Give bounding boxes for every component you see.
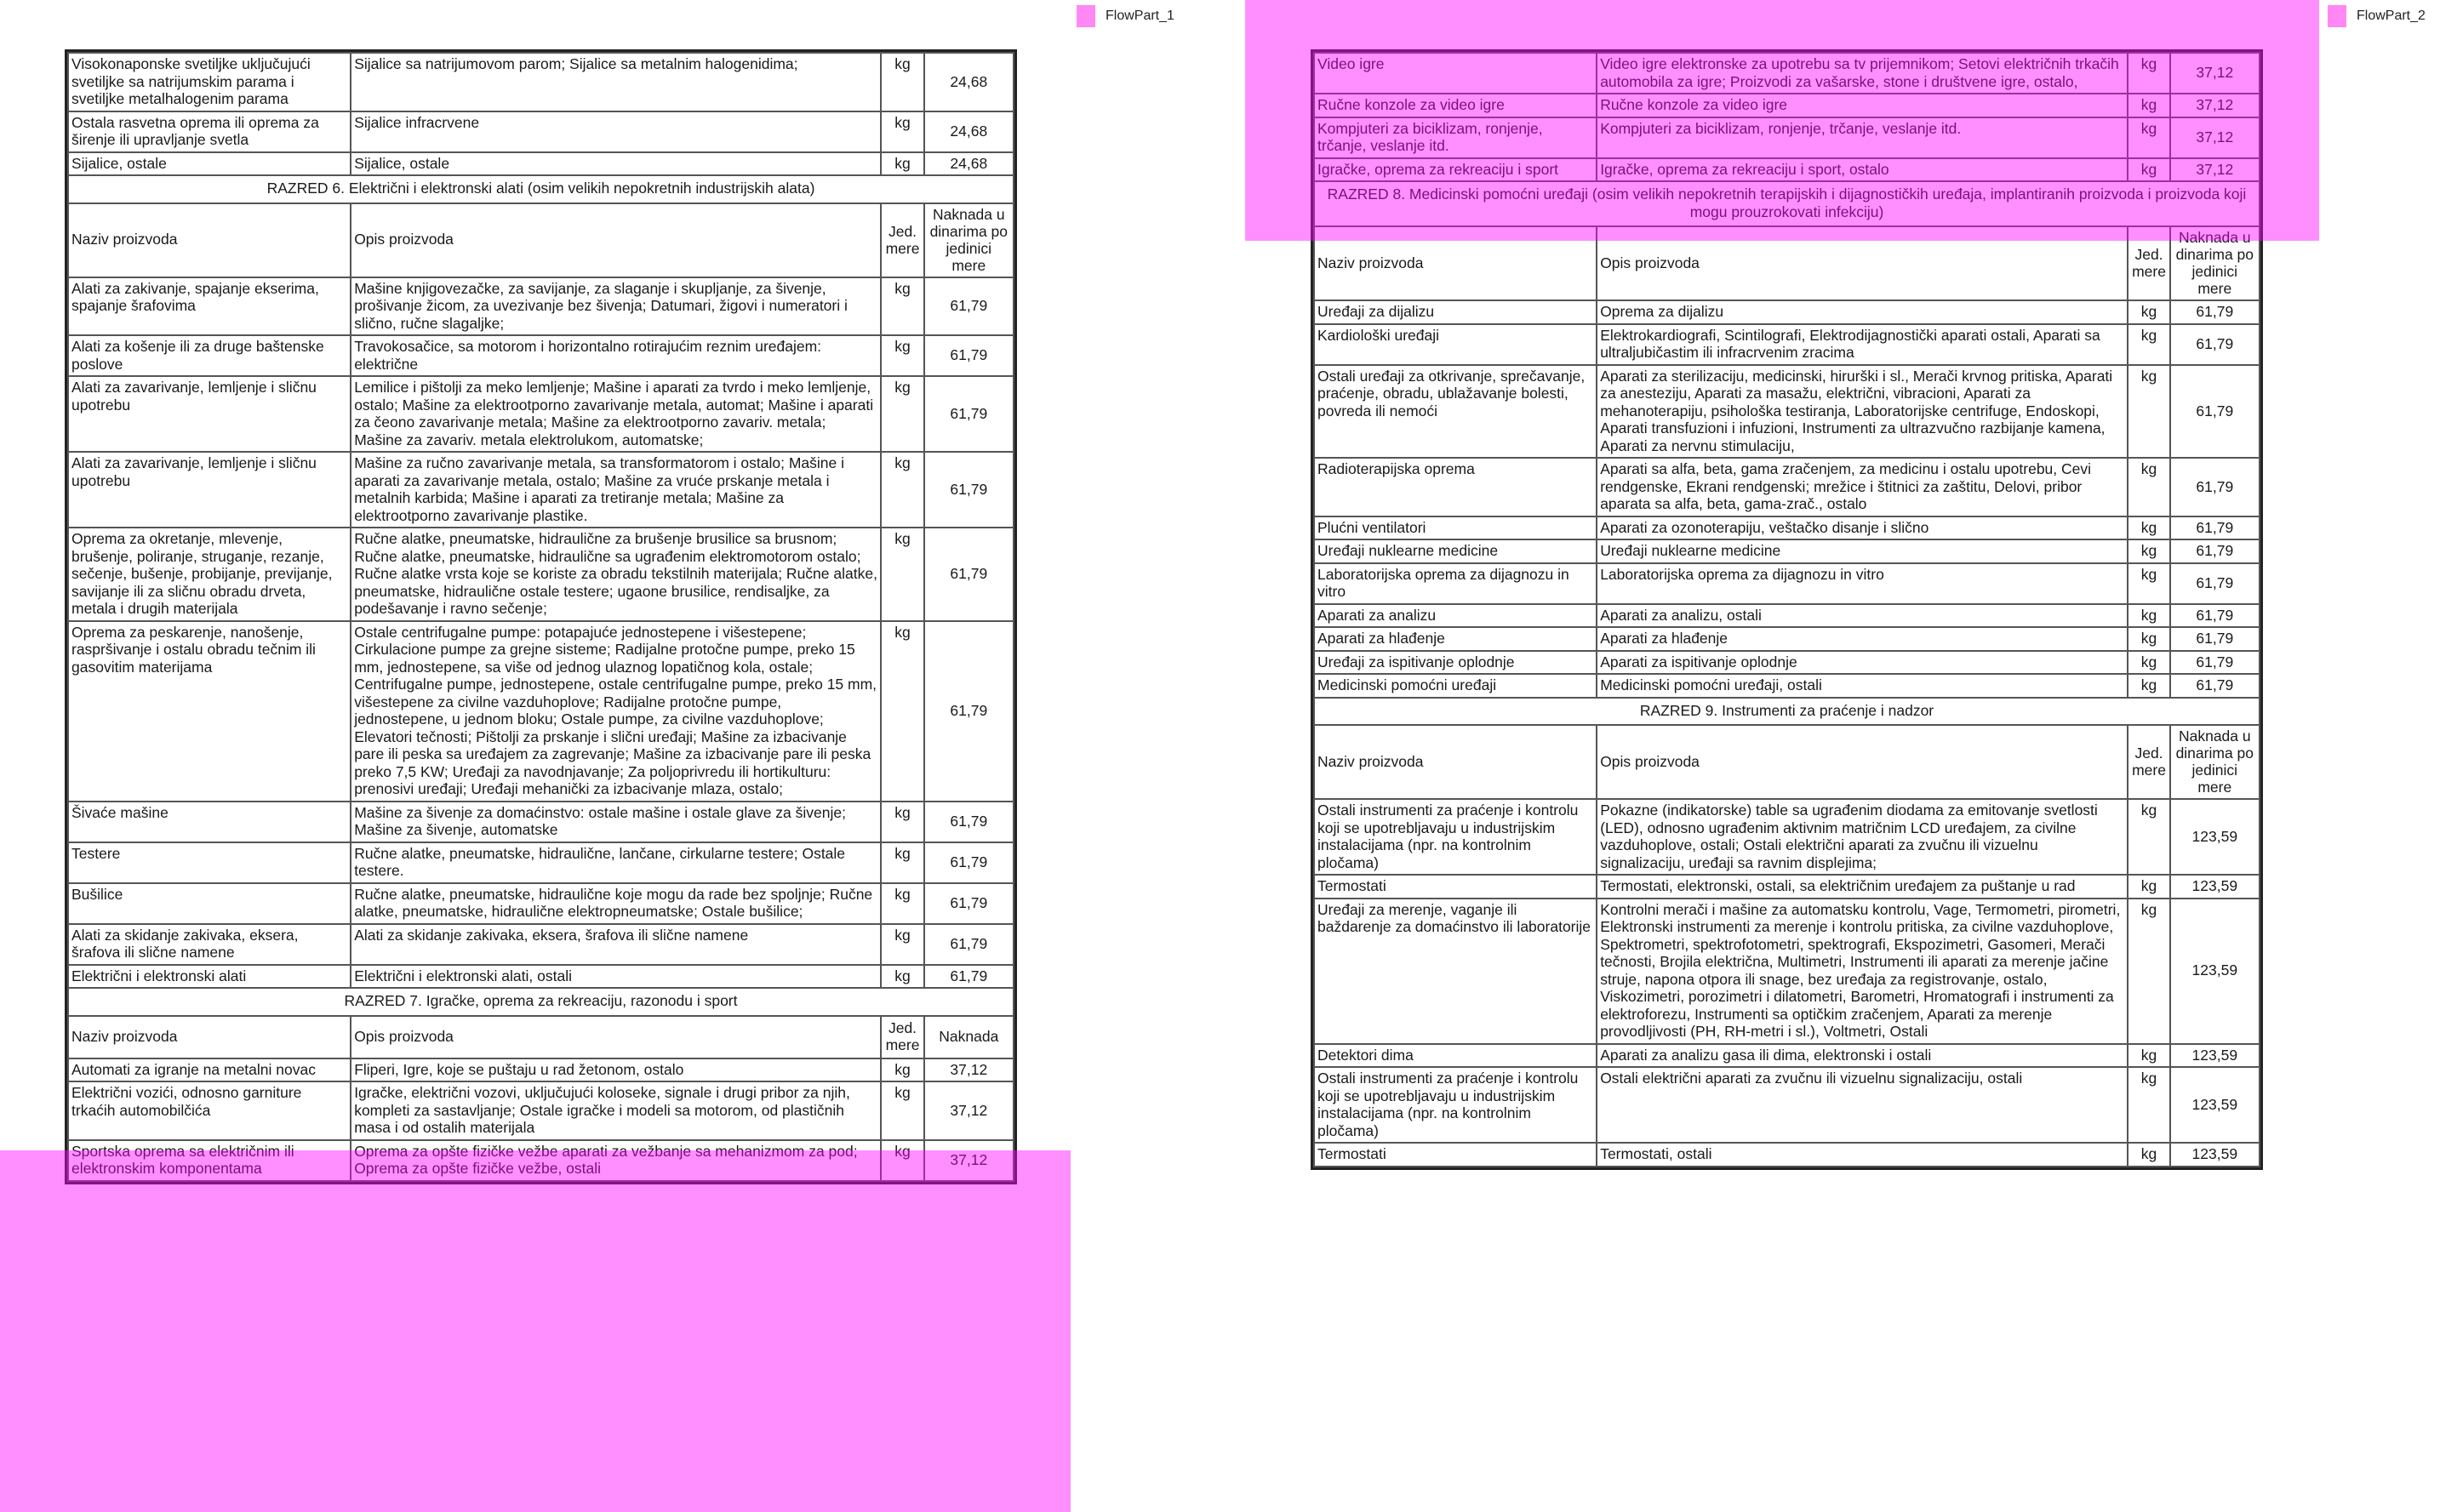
unit-cell: kg — [2128, 604, 2169, 628]
table-row — [68, 152, 1014, 176]
unit-cell: kg — [2128, 563, 2169, 604]
product-description-cell: Aparati za ispitivanje oplodnje — [1597, 651, 2128, 675]
table-row — [1314, 117, 2260, 158]
table-row — [1314, 627, 2260, 651]
unit-cell: kg — [881, 842, 923, 883]
product-description-cell: Kompjuteri za biciklizam, ronjenje, trčanje, veslanje itd. — [1597, 117, 2128, 158]
table-row — [68, 528, 1014, 621]
legend-label: FlowPart_1 — [1106, 9, 1174, 23]
fee-value-cell: 123,59 — [2170, 875, 2260, 899]
header-product-description: Opis proizvoda — [1597, 725, 2128, 799]
legend-label: FlowPart_2 — [2357, 9, 2426, 23]
unit-cell: kg — [2128, 324, 2169, 365]
product-description-cell: Aparati za analizu, ostali — [1597, 604, 2128, 628]
table-row — [1314, 158, 2260, 182]
product-name-cell: Automati za igranje na metalni novac — [68, 1058, 351, 1082]
product-name-cell: Sportska oprema sa električnim ili elektronskim komponentama — [68, 1140, 351, 1181]
table-row — [1314, 604, 2260, 628]
fee-value-cell: 61,79 — [2170, 604, 2260, 628]
unit-cell: kg — [881, 1140, 923, 1181]
fee-value-cell: 61,79 — [2170, 324, 2260, 365]
table-row — [1314, 563, 2260, 604]
table-row — [68, 376, 1014, 452]
header-product-name: Naziv proizvoda — [1314, 725, 1597, 799]
unit-cell: kg — [881, 277, 923, 336]
unit-cell: kg — [2128, 158, 2169, 182]
product-name-cell: Električni i elektronski alati — [68, 965, 351, 989]
table-row — [1314, 539, 2260, 563]
product-description-cell: Ručne alatke, pneumatske, hidraulične, lančane, cirkularne testere; Ostale testere. — [351, 842, 881, 883]
table-row — [68, 883, 1014, 924]
fee-value-cell: 37,12 — [2170, 158, 2260, 182]
table-row — [68, 277, 1014, 336]
product-name-cell: Termostati — [1314, 1143, 1597, 1167]
product-name-cell: Alati za skidanje zakivaka, eksera, šrafova ili slične namene — [68, 924, 351, 965]
unit-cell: kg — [881, 111, 923, 152]
product-name-cell: Medicinski pomoćni uređaji — [1314, 674, 1597, 698]
table-row — [1314, 1143, 2260, 1167]
table-row — [68, 965, 1014, 989]
product-name-cell: Uređaji za ispitivanje oplodnje — [1314, 651, 1597, 675]
product-description-cell: Ručne konzole za video igre — [1597, 94, 2128, 117]
product-description-cell: Mašine za ručno zavarivanje metala, sa transformatorom i ostalo; Mašine i aparati za zavarivanje metala, ostalo; Mašine za vruće prskanje metala i metalnih karbida; Mašine i aparati za tretiranje metala; Mašine za elektrootporno zavarivanje plastike. — [351, 452, 881, 528]
unit-cell: kg — [2128, 799, 2169, 875]
fee-value-cell: 123,59 — [2170, 799, 2260, 875]
product-description-cell: Igračke, oprema za rekreaciju i sport, ostalo — [1597, 158, 2128, 182]
header-fee: Naknada u dinarima po jedinici mere — [2170, 725, 2260, 799]
table-row — [1314, 53, 2260, 94]
table-row — [68, 802, 1014, 842]
product-name-cell: Alati za košenje ili za druge baštenske poslove — [68, 335, 351, 376]
fee-value-cell: 24,68 — [924, 53, 1014, 111]
fee-value-cell: 61,79 — [2170, 627, 2260, 651]
table-row — [68, 1081, 1014, 1140]
unit-cell: kg — [2128, 1143, 2169, 1167]
product-name-cell: Aparati za analizu — [1314, 604, 1597, 628]
fee-table-body — [68, 53, 1014, 1181]
table-row — [1314, 516, 2260, 540]
product-description-cell: Mašine knjigovezačke, za savijanje, za slaganje i skupljanje, za šivenje, prošivanje žicom, za uvezivanje bez šivenja; Datumari, žigovi i numeratori i slično, ručne slagaljke; — [351, 277, 881, 336]
fee-value-cell: 61,79 — [924, 621, 1014, 802]
product-description-cell: Uređaji nuklearne medicine — [1597, 539, 2128, 563]
fee-value-cell: 61,79 — [2170, 365, 2260, 459]
product-name-cell: Alati za zavarivanje, lemljenje i sličnu upotrebu — [68, 452, 351, 528]
header-unit: Jed. mere — [2128, 725, 2169, 799]
product-description-cell: Video igre elektronske za upotrebu sa tv prijemnikom; Setovi električnih trkačih automobila za igre; Proizvodi za vašarske, stone i društvene igre, ostalo, — [1597, 53, 2128, 94]
unit-cell: kg — [2128, 627, 2169, 651]
product-name-cell: Aparati za hlađenje — [1314, 627, 1597, 651]
table-row — [1314, 458, 2260, 516]
fee-value-cell: 37,12 — [924, 1058, 1014, 1082]
legend-swatch — [1077, 5, 1095, 27]
unit-cell: kg — [881, 621, 923, 802]
product-description-cell: Sijalice, ostale — [351, 152, 881, 176]
section-title-row — [1314, 698, 2260, 726]
unit-cell: kg — [881, 883, 923, 924]
unit-cell: kg — [2128, 516, 2169, 540]
fee-value-cell: 61,79 — [2170, 539, 2260, 563]
product-name-cell: Električni vozići, odnosno garniture trkaćih automobilčića — [68, 1081, 351, 1140]
flowpart-1-highlight — [0, 1150, 1071, 1512]
section-title: RAZRED 9. Instrumenti za praćenje i nadzor — [1314, 698, 2260, 726]
product-name-cell: Radioterapijska oprema — [1314, 458, 1597, 516]
header-unit: Jed. mere — [881, 1016, 923, 1058]
product-name-cell: Plućni ventilatori — [1314, 516, 1597, 540]
legend-flowpart-1 — [1077, 5, 1174, 27]
table-row — [1314, 899, 2260, 1044]
header-product-description: Opis proizvoda — [351, 1016, 881, 1058]
product-name-cell: Oprema za okretanje, mlevenje, brušenje, poliranje, struganje, rezanje, sečenje, bušenje, probijanje, previjanje, savijanje ili za sličnu obradu drveta, metala i drugih materijala — [68, 528, 351, 621]
section-title: RAZRED 7. Igračke, oprema za rekreaciju, razonodu i sport — [68, 988, 1014, 1016]
unit-cell: kg — [2128, 875, 2169, 899]
product-description-cell: Pokazne (indikatorske) table sa ugrađenim diodama za emitovanje svetlosti (LED), odnosno ugrađenim aktivnim matričnim LCD uređajem, za civilne vazduhoplove, ostali; Ostali električni aparati za zvučnu ili vizuelnu signalizaciju, uređaji sa ravnim displejima; — [1597, 799, 2128, 875]
fee-value-cell: 61,79 — [924, 376, 1014, 452]
fee-value-cell: 61,79 — [2170, 458, 2260, 516]
unit-cell: kg — [2128, 539, 2169, 563]
fee-table-left — [67, 52, 1014, 1182]
header-product-name: Naziv proizvoda — [68, 203, 351, 277]
unit-cell: kg — [2128, 674, 2169, 698]
fee-value-cell: 24,68 — [924, 152, 1014, 176]
table-row — [1314, 875, 2260, 899]
header-fee: Naknada — [924, 1016, 1014, 1058]
unit-cell: kg — [881, 152, 923, 176]
fee-value-cell: 123,59 — [2170, 899, 2260, 1044]
fee-table-right — [1313, 52, 2260, 1167]
header-unit: Jed. mere — [881, 203, 923, 277]
fee-value-cell: 123,59 — [2170, 1067, 2260, 1143]
product-name-cell: Termostati — [1314, 875, 1597, 899]
fee-value-cell: 37,12 — [2170, 117, 2260, 158]
table-row — [1314, 674, 2260, 698]
fee-table-body — [1314, 53, 2260, 1167]
product-description-cell: Aparati za hlađenje — [1597, 627, 2128, 651]
table-row — [68, 621, 1014, 802]
product-description-cell: Aparati za sterilizaciju, medicinski, hirurški i sl., Merači krvnog pritiska, Aparati za anesteziju, Aparati za masažu, električni, vibracioni, Aparati za mehanoterapiju, psihološka testiranja, Laboratorijske centrifuge, Endoskopi, Aparati transfuzioni i infuzioni, Instrumenti za ultrazvučno razbijanje kamena, Aparati za nervnu stimulaciju, — [1597, 365, 2128, 459]
product-name-cell: Oprema za peskarenje, nanošenje, raspršivanje i ostalu obradu tečnim ili gasovitim materijama — [68, 621, 351, 802]
table-row — [1314, 365, 2260, 459]
unit-cell: kg — [881, 53, 923, 111]
product-description-cell: Ostali električni aparati za zvučnu ili vizuelnu signalizaciju, ostali — [1597, 1067, 2128, 1143]
document-column-left — [65, 49, 1017, 1184]
product-description-cell: Medicinski pomoćni uređaji, ostali — [1597, 674, 2128, 698]
fee-value-cell: 37,12 — [2170, 94, 2260, 117]
table-row — [1314, 324, 2260, 365]
product-description-cell: Aparati sa alfa, beta, gama zračenjem, za medicinu i ostalu upotrebu, Cevi rendgenske, Ekrani rendgenski; mrežice i štitnici za zaštitu, Delovi, pribor aparata sa alfa, beta, gama-zrač., ostalo — [1597, 458, 2128, 516]
section-title-row — [1314, 181, 2260, 226]
product-description-cell: Mašine za šivenje za domaćinstvo: ostale mašine i ostale glave za šivenje; Mašine za šivenje, automatske — [351, 802, 881, 842]
table-header-row — [1314, 725, 2260, 799]
table-header-row — [1314, 226, 2260, 300]
fee-value-cell: 61,79 — [2170, 651, 2260, 675]
product-description-cell: Igračke, električni vozovi, uključujući koloseke, signale i drugi pribor za njih, kompleti za sastavljanje; Ostale igračke i modeli sa motorom, od plastičnih masa i od ostalih materijala — [351, 1081, 881, 1140]
unit-cell: kg — [2128, 94, 2169, 117]
product-description-cell: Termostati, elektronski, ostali, sa električnim uređajem za puštanje u rad — [1597, 875, 2128, 899]
fee-value-cell: 61,79 — [924, 965, 1014, 989]
product-name-cell: Uređaji za merenje, vaganje ili baždarenje za domaćinstvo ili laboratorije — [1314, 899, 1597, 1044]
unit-cell: kg — [881, 1058, 923, 1082]
fee-value-cell: 61,79 — [924, 277, 1014, 336]
unit-cell: kg — [881, 376, 923, 452]
unit-cell: kg — [2128, 1067, 2169, 1143]
table-row — [1314, 799, 2260, 875]
fee-value-cell: 61,79 — [924, 528, 1014, 621]
product-description-cell: Sijalice infracrvene — [351, 111, 881, 152]
unit-cell: kg — [881, 335, 923, 376]
fee-value-cell: 123,59 — [2170, 1143, 2260, 1167]
product-name-cell: Igračke, oprema za rekreaciju i sport — [1314, 158, 1597, 182]
fee-value-cell: 61,79 — [924, 802, 1014, 842]
product-description-cell: Elektrokardiografi, Scintilografi, Elektrodijagnostički aparati ostali, Aparati sa ultraljubičastim ili infracrvenim zracima — [1597, 324, 2128, 365]
table-row — [68, 1058, 1014, 1082]
product-name-cell: Alati za zavarivanje, lemljenje i sličnu upotrebu — [68, 376, 351, 452]
product-description-cell: Električni i elektronski alati, ostali — [351, 965, 881, 989]
fee-value-cell: 61,79 — [2170, 300, 2260, 324]
product-description-cell: Alati za skidanje zakivaka, eksera, šrafova ili slične namene — [351, 924, 881, 965]
product-description-cell: Ostale centrifugalne pumpe: potapajuće jednostepene i višestepene; Cirkulacione pumpe za grejne sisteme; Radijalne protočne pumpe, preko 15 mm, jednostepene, sa više od jednog ulaznog lopatičnog kola, ostale; Centrifugalne pumpe, jednostepene, ostale centrifugalne pumpe, preko 15 mm, višestepene za civilne vazduhoplove; Radijalne protočne pumpe, jednostepene, u jednom bloku; Ostale pumpe, za civilne vazduhoplove; Elevatori tečnosti; Pištolji za prskanje i slični uređaji; Mašine za izbacivanje pare ili peska sa uređajem za zagrevanje; Mašine za izbacivanje pare ili peska preko 7,5 KW; Uređaji za navodnjavanje; Za poljoprivredu ili hortikulturu: prenosivi uređaji; Uređaji mehanički za izbacivanje mlaza, ostalo; — [351, 621, 881, 802]
fee-value-cell: 61,79 — [2170, 563, 2260, 604]
section-title-row — [68, 175, 1014, 203]
product-name-cell: Kompjuteri za biciklizam, ronjenje, trčanje, veslanje itd. — [1314, 117, 1597, 158]
product-name-cell: Detektori dima — [1314, 1044, 1597, 1068]
fee-value-cell: 24,68 — [924, 111, 1014, 152]
unit-cell: kg — [2128, 53, 2169, 94]
document-column-right — [1311, 49, 2263, 1170]
table-row — [1314, 651, 2260, 675]
unit-cell: kg — [2128, 899, 2169, 1044]
product-description-cell: Ručne alatke, pneumatske, hidraulične za brušenje brusilice sa brusnom; Ručne alatke, pneumatske, hidraulične sa ugrađenim elektromotorom ostalo; Ručne alatke vrsta koje se koriste za obradu tekstilnih materijala; Ručne alatke, pneumatske, hidraulične ostale testere; ugaone brusilice, rendisaljke, za podešavanje i ravno sečenje; — [351, 528, 881, 621]
product-name-cell: Ostala rasvetna oprema ili oprema za širenje ili upravljanje svetla — [68, 111, 351, 152]
fee-value-cell: 37,12 — [2170, 53, 2260, 94]
fee-value-cell: 61,79 — [2170, 674, 2260, 698]
product-name-cell: Testere — [68, 842, 351, 883]
product-description-cell: Termostati, ostali — [1597, 1143, 2128, 1167]
product-description-cell: Oprema za opšte fizičke vežbe aparati za vežbanje sa mehanizmom za pod; Oprema za opšte fizičke vežbe, ostali — [351, 1140, 881, 1181]
fee-value-cell: 61,79 — [924, 335, 1014, 376]
fee-value-cell: 61,79 — [924, 452, 1014, 528]
product-description-cell: Lemilice i pištolji za meko lemljenje; Mašine i aparati za tvrdo i meko lemljenje, ostalo; Mašine za elektrootporno zavarivanje metala, automat; Mašine i aparati za čeono zavarivanje metala; Mašine za elektrootporno zavariv. metala; Mašine za zavariv. metala elektrolukom, automatske; — [351, 376, 881, 452]
unit-cell: kg — [2128, 117, 2169, 158]
fee-value-cell: 61,79 — [924, 842, 1014, 883]
table-row — [68, 452, 1014, 528]
product-name-cell: Sijalice, ostale — [68, 152, 351, 176]
product-description-cell: Sijalice sa natrijumovom parom; Sijalice sa metalnim halogenidima; — [351, 53, 881, 111]
product-name-cell: Video igre — [1314, 53, 1597, 94]
product-name-cell: Ostali instrumenti za praćenje i kontrolu koji se upotrebljavaju u industrijskim instalacijama (npr. na kontrolnim pločama) — [1314, 1067, 1597, 1143]
table-row — [68, 842, 1014, 883]
fee-value-cell: 61,79 — [924, 924, 1014, 965]
unit-cell: kg — [881, 452, 923, 528]
table-header-row — [68, 1016, 1014, 1058]
product-description-cell: Travokosačice, sa motorom i horizontalno rotirajućim reznim uređajem: električne — [351, 335, 881, 376]
product-name-cell: Šivaće mašine — [68, 802, 351, 842]
header-product-description: Opis proizvoda — [351, 203, 881, 277]
unit-cell: kg — [2128, 300, 2169, 324]
fee-value-cell: 61,79 — [2170, 516, 2260, 540]
unit-cell: kg — [2128, 1044, 2169, 1068]
fee-value-cell: 37,12 — [924, 1140, 1014, 1181]
unit-cell: kg — [2128, 365, 2169, 459]
product-name-cell: Visokonaponske svetiljke uključujući svetiljke sa natrijumskim parama i svetiljke metalhalogenim parama — [68, 53, 351, 111]
legend-swatch — [2328, 5, 2346, 27]
fee-value-cell: 37,12 — [924, 1081, 1014, 1140]
table-row — [68, 111, 1014, 152]
table-row — [68, 1140, 1014, 1181]
header-product-description: Opis proizvoda — [1597, 226, 2128, 300]
fee-value-cell: 61,79 — [924, 883, 1014, 924]
product-description-cell: Kontrolni merači i mašine za automatsku kontrolu, Vage, Termometri, pirometri, Elektronski instrumenti za merenje i kontrolu pritiska, za civilne vazduhoplove, Spektrometri, spektrofotometri, spektrografi, Ekspozimetri, Gasomeri, Merači tečnosti, Brojila električna, Multimetri, Instrumenti ili aparati za merenje jačine struje, napona otpora ili snage, bez uređaja za registrovanje, ostalo, Viskozimetri, porozimetri i dilatometri, Barometri, Hromatografi i instrumenti za elektroforezu, Instrumenti sa optičkim zračenjem, Aparati za merenje provodljivosti (PH, RH-metri i sl.), Voltmetri, Ostali — [1597, 899, 2128, 1044]
table-row — [68, 924, 1014, 965]
product-description-cell: Ručne alatke, pneumatske, hidraulične koje mogu da rade bez spoljnje; Ručne alatke, pneumatske, hidraulične elektropneumatske; Ostale bušilice; — [351, 883, 881, 924]
section-title: RAZRED 6. Električni i elektronski alati (osim velikih nepokretnih industrijskih alata) — [68, 175, 1014, 203]
product-name-cell: Kardiološki uređaji — [1314, 324, 1597, 365]
product-description-cell: Aparati za ozonoterapiju, veštačko disanje i slično — [1597, 516, 2128, 540]
header-unit: Jed. mere — [2128, 226, 2169, 300]
unit-cell: kg — [881, 924, 923, 965]
product-description-cell: Fliperi, Igre, koje se puštaju u rad žetonom, ostalo — [351, 1058, 881, 1082]
product-name-cell: Laboratorijska oprema za dijagnozu in vitro — [1314, 563, 1597, 604]
product-description-cell: Laboratorijska oprema za dijagnozu in vitro — [1597, 563, 2128, 604]
table-row — [1314, 1067, 2260, 1143]
table-row — [1314, 300, 2260, 324]
table-header-row — [68, 203, 1014, 277]
product-name-cell: Ručne konzole za video igre — [1314, 94, 1597, 117]
section-title-row — [68, 988, 1014, 1016]
product-name-cell: Uređaji nuklearne medicine — [1314, 539, 1597, 563]
product-name-cell: Ostali uređaji za otkrivanje, sprečavanje, praćenje, obradu, ublažavanje bolesti, povreda ili nemoći — [1314, 365, 1597, 459]
product-name-cell: Uređaji za dijalizu — [1314, 300, 1597, 324]
product-name-cell: Bušilice — [68, 883, 351, 924]
header-fee: Naknada u dinarima po jedinici mere — [924, 203, 1014, 277]
header-fee: Naknada u dinarima po jedinici mere — [2170, 226, 2260, 300]
table-row — [68, 335, 1014, 376]
section-title: RAZRED 8. Medicinski pomoćni uređaji (osim velikih nepokretnih terapijskih i dijagnostičkih uređaja, implantiranih proizvoda i proizvoda koji mogu prouzrokovati infekciju) — [1314, 181, 2260, 226]
unit-cell: kg — [881, 528, 923, 621]
fee-value-cell: 123,59 — [2170, 1044, 2260, 1068]
table-row — [68, 53, 1014, 111]
product-description-cell: Oprema za dijalizu — [1597, 300, 2128, 324]
table-row — [1314, 94, 2260, 117]
unit-cell: kg — [2128, 651, 2169, 675]
unit-cell: kg — [2128, 458, 2169, 516]
unit-cell: kg — [881, 802, 923, 842]
unit-cell: kg — [881, 965, 923, 989]
table-row — [1314, 1044, 2260, 1068]
product-description-cell: Aparati za analizu gasa ili dima, elektronski i ostali — [1597, 1044, 2128, 1068]
legend-flowpart-2 — [2328, 5, 2426, 27]
header-product-name: Naziv proizvoda — [68, 1016, 351, 1058]
header-product-name: Naziv proizvoda — [1314, 226, 1597, 300]
product-name-cell: Alati za zakivanje, spajanje ekserima, spajanje šrafovima — [68, 277, 351, 336]
product-name-cell: Ostali instrumenti za praćenje i kontrolu koji se upotrebljavaju u industrijskim instalacijama (npr. na kontrolnim pločama) — [1314, 799, 1597, 875]
unit-cell: kg — [881, 1081, 923, 1140]
